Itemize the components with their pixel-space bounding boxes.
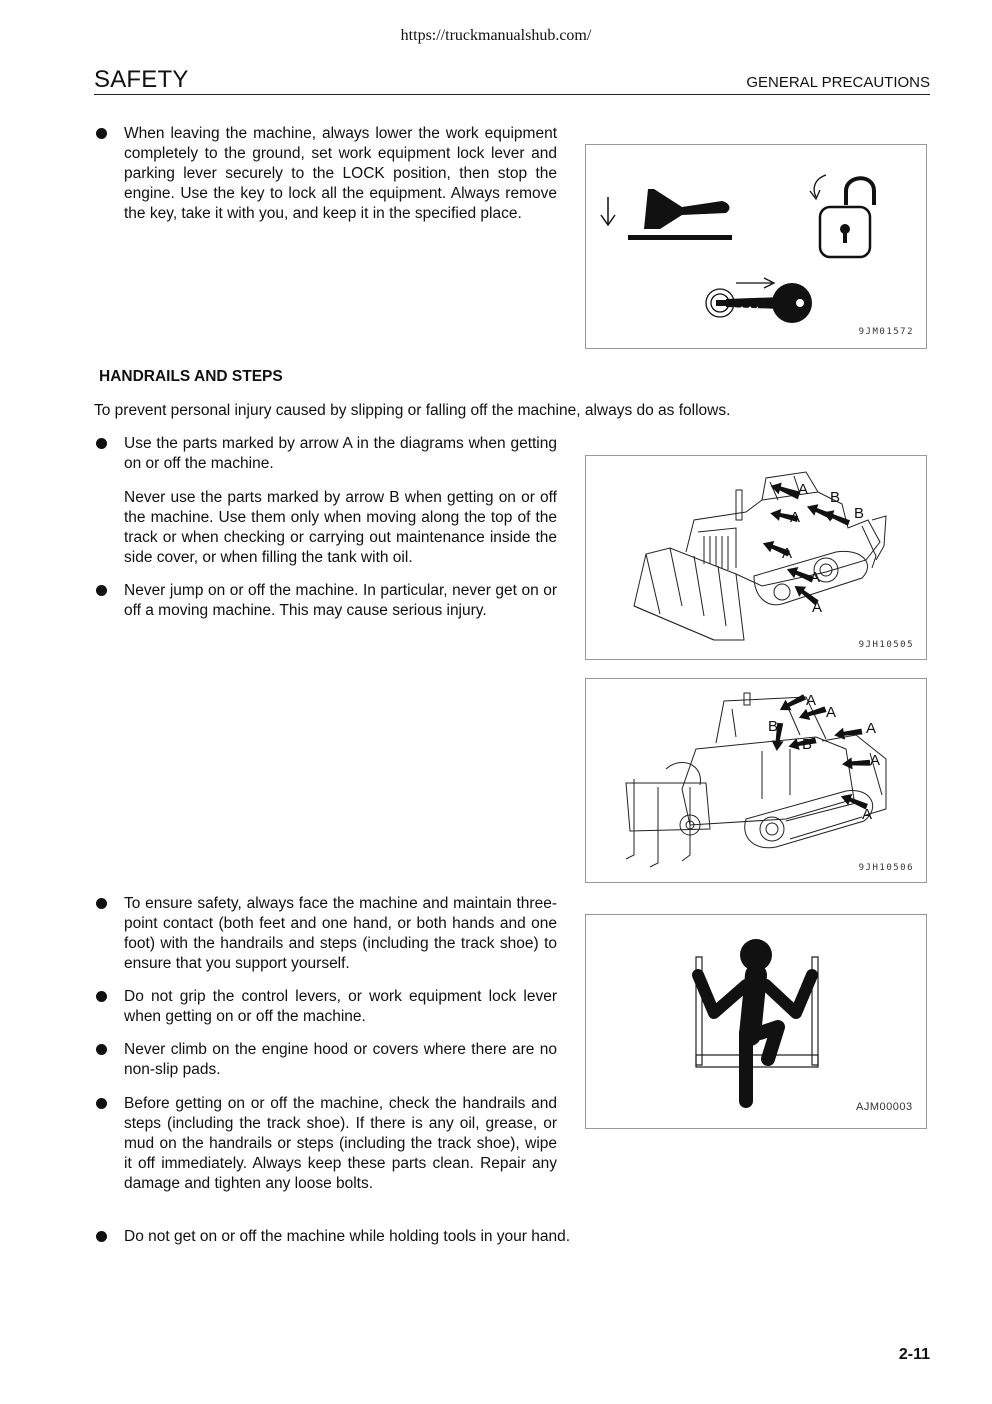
page-number: 2-11: [898, 1346, 930, 1363]
arrow-label-b: B: [854, 505, 865, 522]
person-climbing-illustration: [586, 915, 926, 1128]
arrow-label-b: B: [802, 736, 813, 753]
arrow-label-a: A: [866, 720, 877, 737]
arrow-label-a: A: [862, 806, 873, 823]
arrow-label-b: B: [768, 718, 779, 735]
figure-code: AJM00003: [856, 1101, 913, 1113]
bullet-dot: [96, 585, 107, 596]
bullet-dot: [96, 1098, 107, 1109]
source-url[interactable]: https://truckmanualshub.com/: [400, 27, 592, 44]
no-climb-hood-text: Never climb on the engine hood or covers where there are no non-slip pads.: [124, 1041, 557, 1078]
figure-code: 9JM01572: [858, 327, 914, 337]
intro-text: To prevent personal injury caused by slipping or falling off the machine, always do as follows.: [94, 402, 731, 419]
figure-lock-equipment: [585, 144, 927, 349]
figure-code: 9JH10505: [858, 640, 914, 650]
no-jump-text: Never jump on or off the machine. In particular, never get on or off a moving machine. This may cause serious injury.: [124, 582, 557, 619]
subsection-title: GENERAL PRECAUTIONS: [746, 74, 930, 91]
figure-code: 9JH10506: [858, 863, 914, 873]
arrow-label-a: A: [812, 599, 823, 616]
arrow-label-a: A: [826, 704, 837, 721]
leaving-machine-text: When leaving the machine, always lower the work equipment completely to the ground, set work equipment lock lever and parking lever securely to the LOCK position, then stop the engine. Use the key to lock all the equipment. Always remove the key, take it with you, and keep it in the specified place.: [124, 125, 557, 222]
figure-bulldozer-rear: [585, 678, 927, 883]
arrow-label-a: A: [806, 692, 817, 709]
bulldozer-rear-illustration: [586, 679, 926, 882]
bullet-dot: [96, 128, 107, 139]
bullet-dot: [96, 438, 107, 449]
no-grip-levers-text: Do not grip the control levers, or work equipment lock lever when getting on or off the machine.: [124, 988, 557, 1025]
lower-lock-key-illustration: [586, 145, 926, 348]
arrow-a-text: Use the parts marked by arrow A in the diagrams when getting on or off the machine.: [124, 435, 557, 472]
bullet-dot: [96, 991, 107, 1002]
header-rule: [94, 94, 930, 95]
three-point-contact-text: To ensure safety, always face the machine and maintain three-point contact (both feet and one hand, or both hands and one foot) with the handrails and steps (including the track shoe) to ensure that you support yourself.: [124, 895, 557, 972]
bulldozer-front-illustration: [586, 456, 926, 659]
section-title: SAFETY: [94, 66, 189, 93]
figure-three-point-contact: [585, 914, 927, 1129]
arrow-label-a: A: [782, 545, 793, 562]
arrow-label-a: A: [798, 481, 809, 498]
bullet-dot: [96, 1044, 107, 1055]
arrow-label-b: B: [830, 489, 841, 506]
figure-bulldozer-front: [585, 455, 927, 660]
check-handrails-text: Before getting on or off the machine, check the handrails and steps (including the track shoe). If there is any oil, grease, or mud on the handrails or steps (including the track shoe), wipe it off immediately. Always keep these parts clean. Repair any damage and tighten any loose bolts.: [124, 1095, 557, 1192]
bullet-dot: [96, 1231, 107, 1242]
arrow-label-a: A: [870, 752, 881, 769]
no-tools-text: Do not get on or off the machine while holding tools in your hand.: [124, 1228, 571, 1245]
section-heading: HANDRAILS AND STEPS: [99, 368, 283, 385]
arrow-b-note: Never use the parts marked by arrow B when getting on or off the machine. Use them only when moving along the top of the track or when checking or carrying out maintenance inside the side cover, or when filling the tank with oil.: [124, 489, 557, 566]
arrow-label-a: A: [810, 569, 821, 586]
arrow-label-a: A: [790, 509, 801, 526]
bullet-dot: [96, 898, 107, 909]
